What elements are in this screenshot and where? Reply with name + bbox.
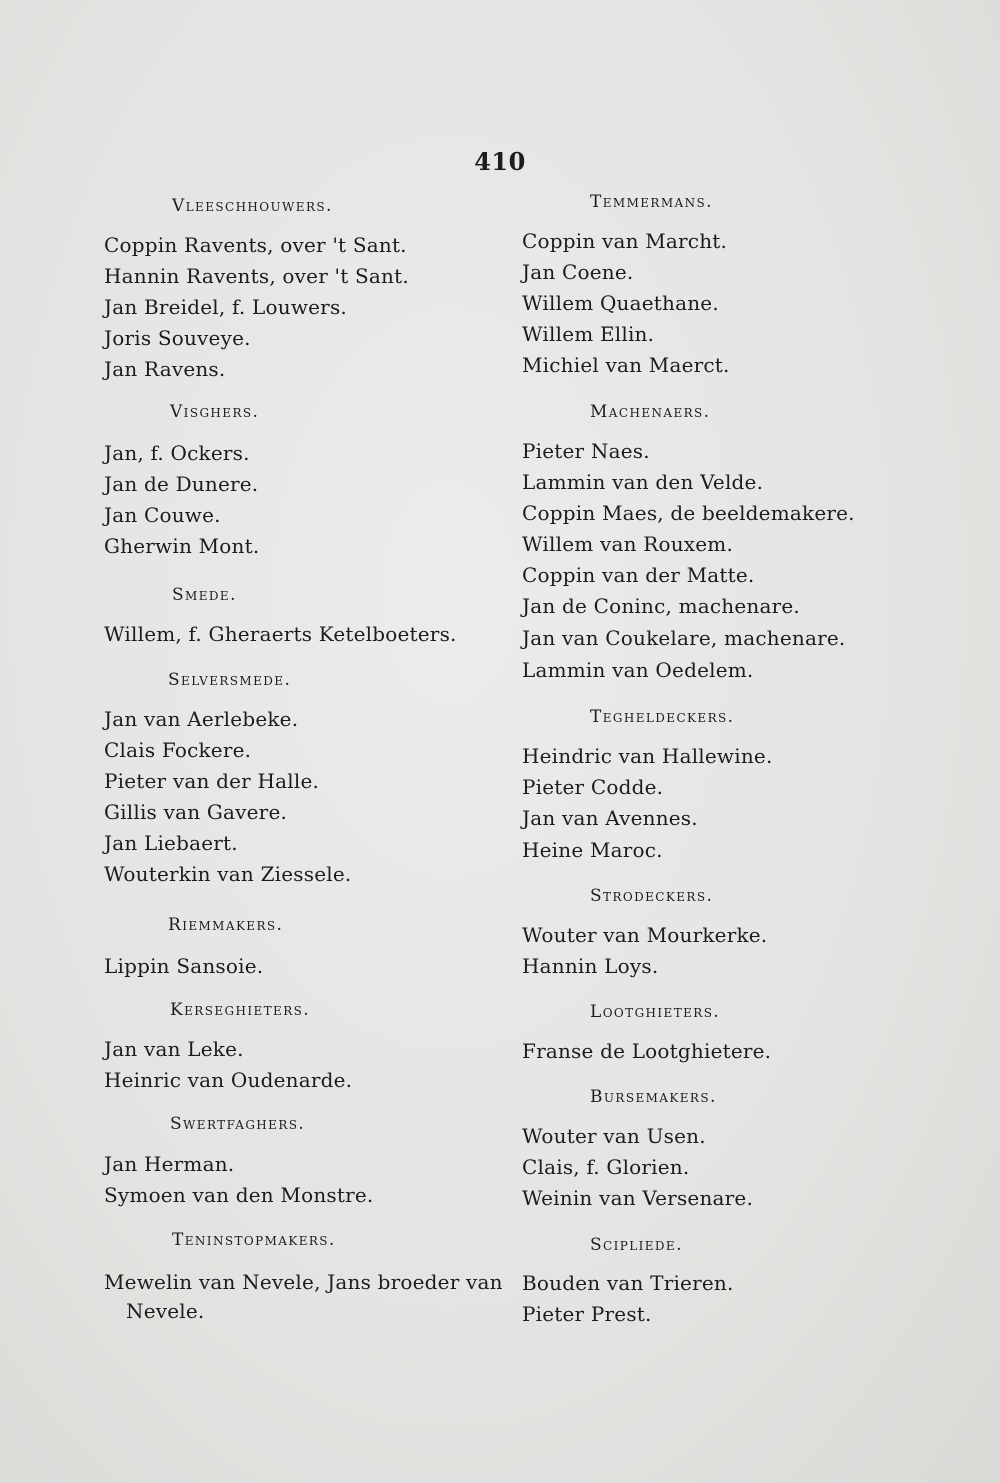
list-item: Jan de Dunere. [104,472,259,496]
list-item: Coppin van Marcht. [522,229,728,253]
list-item: Willem Quaethane. [522,291,719,315]
section-heading-bursemakers: Bursemakers. [590,1087,717,1107]
list-item: Coppin Maes, de beeldemakere. [522,501,855,525]
list-item: Hannin Loys. [522,954,659,978]
section-heading-tegheldeckers: Tegheldeckers. [590,707,735,727]
list-item: Wouter van Mourkerke. [522,923,768,947]
list-item: Pieter van der Halle. [104,769,320,793]
list-item: Joris Souveye. [104,326,251,350]
list-item: Heine Maroc. [522,838,663,862]
list-item: Willem van Rouxem. [522,532,734,556]
section-heading-temmermans: Temmermans. [590,192,713,212]
list-item-continuation: Nevele. [126,1299,205,1323]
list-item: Jan Coene. [522,260,634,284]
list-item: Lammin van den Velde. [522,470,764,494]
list-item: Jan Couwe. [104,503,221,527]
list-item: Jan Liebaert. [104,831,238,855]
section-heading-teninstopmakers: Teninstopmakers. [172,1230,336,1250]
list-item: Bouden van Trieren. [522,1271,734,1295]
list-item: Gillis van Gavere. [104,800,288,824]
list-item: Jan van Avennes. [522,806,698,830]
list-item: Jan de Coninc, machenare. [522,594,800,618]
section-heading-riemmakers: Riemmakers. [168,915,284,935]
list-item: Pieter Prest. [522,1302,652,1326]
section-heading-smede: Smede. [172,585,237,605]
list-item: Coppin Ravents, over 't Sant. [104,233,407,257]
page-number: 410 [474,147,526,176]
section-heading-lootghieters: Lootghieters. [590,1002,721,1022]
section-heading-kerseghieters: Kerseghieters. [170,1000,311,1020]
list-item: Jan Breidel, f. Louwers. [104,295,347,319]
list-item: Michiel van Maerct. [522,353,730,377]
list-item: Coppin van der Matte. [522,563,755,587]
list-item: Symoen van den Monstre. [104,1183,374,1207]
list-item: Weinin van Versenare. [522,1186,753,1210]
list-item: Pieter Codde. [522,775,664,799]
list-item: Lammin van Oedelem. [522,658,754,682]
list-item: Heindric van Hallewine. [522,744,773,768]
list-item: Clais, f. Glorien. [522,1155,690,1179]
list-item: Lippin Sansoie. [104,954,264,978]
list-item: Jan Herman. [104,1152,235,1176]
section-heading-selversmede: Selversmede. [168,670,292,690]
section-heading-visghers: Visghers. [170,402,260,422]
list-item: Wouterkin van Ziessele. [104,862,352,886]
section-heading-machenaers: Machenaers. [590,402,711,422]
list-item: Jan, f. Ockers. [104,441,250,465]
list-item: Mewelin van Nevele, Jans broeder van [104,1270,503,1294]
list-item: Pieter Naes. [522,439,650,463]
list-item: Wouter van Usen. [522,1124,706,1148]
section-heading-strodeckers: Strodeckers. [590,886,714,906]
list-item: Gherwin Mont. [104,534,260,558]
list-item: Franse de Lootghietere. [522,1039,772,1063]
section-heading-vleeschhouwers: Vleeschhouwers. [172,196,333,216]
list-item: Clais Fockere. [104,738,252,762]
list-item: Willem Ellin. [522,322,655,346]
section-heading-scipliede: Scipliede. [590,1235,683,1255]
list-item: Jan Ravens. [104,357,226,381]
list-item: Heinric van Oudenarde. [104,1068,353,1092]
list-item: Hannin Ravents, over 't Sant. [104,264,409,288]
list-item: Jan van Leke. [104,1037,244,1061]
section-heading-swertfaghers: Swertfaghers. [170,1114,306,1134]
list-item: Jan van Aerlebeke. [104,707,299,731]
list-item: Willem, f. Gheraerts Ketelboeters. [104,622,457,646]
list-item: Jan van Coukelare, machenare. [522,626,846,650]
